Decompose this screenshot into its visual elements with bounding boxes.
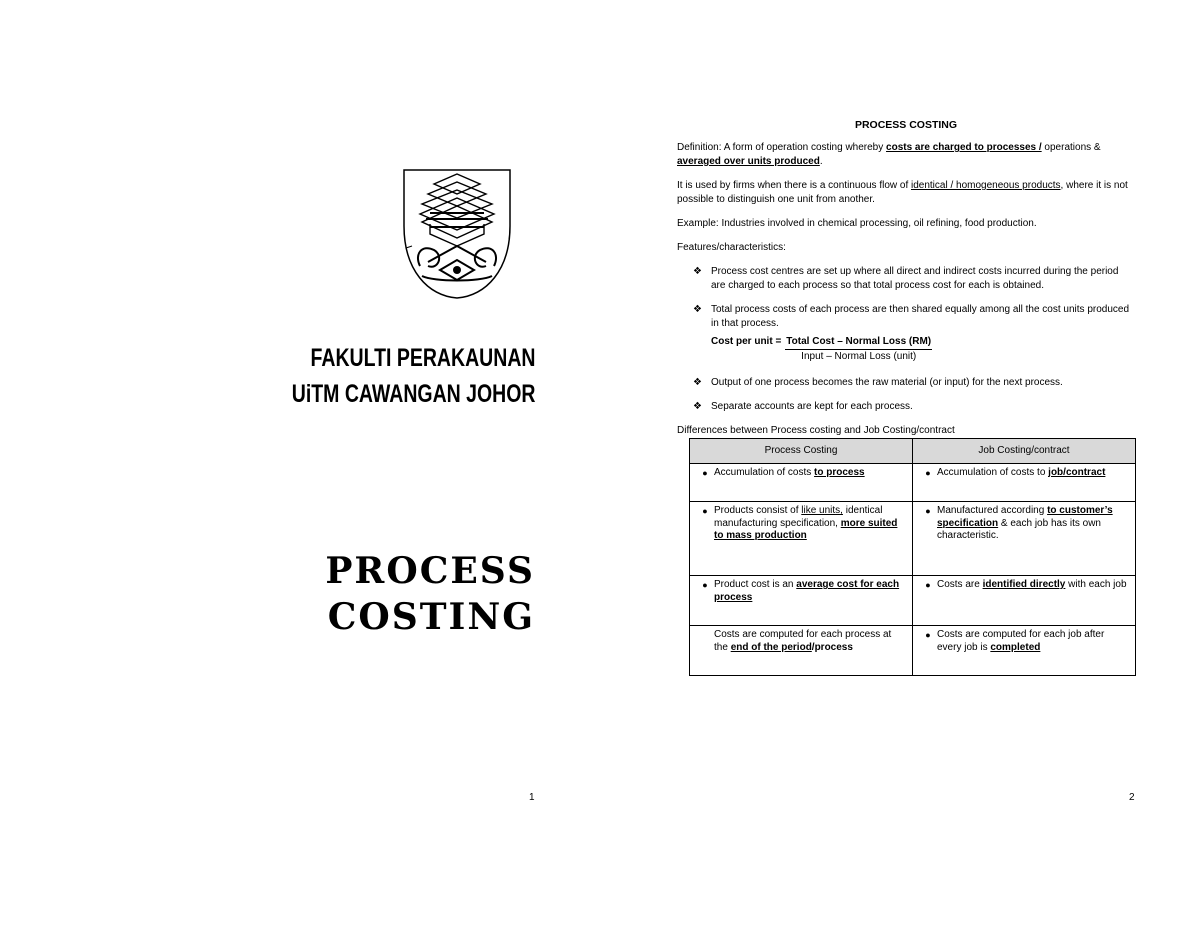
cell-emphasis: average cost for each process <box>714 579 900 603</box>
feature-text: Total process costs of each process are then shared equally among all the cost units produced in that process. <box>711 304 1130 329</box>
faculty-line-1: FAKULTI PERAKAUNAN <box>310 344 535 372</box>
definition-paragraph <box>677 141 1135 169</box>
cell-emphasis: end of the period <box>730 641 812 653</box>
diamond-bullet-icon: ❖ <box>693 401 702 412</box>
feature-text: Output of one process becomes the raw material (or input) for the next process. <box>711 377 1063 388</box>
list-item <box>677 303 1135 331</box>
features-heading: Features/characteristics: <box>677 242 786 253</box>
cell-text: Manufactured according <box>937 505 1048 516</box>
cost-per-unit-formula <box>711 335 1135 364</box>
cell-text: Accumulation of costs to <box>937 467 1049 478</box>
table-row <box>690 502 1136 576</box>
table-cell <box>913 502 1136 576</box>
definition-text-3: . <box>819 156 823 167</box>
cell-emphasis: completed <box>990 641 1041 653</box>
cell-text-rest: with each job <box>1065 579 1127 590</box>
cell-emphasis: job/contract <box>1048 467 1106 478</box>
formula-denominator: Input – Normal Loss (unit) <box>801 351 917 362</box>
cell-text: Accumulation of costs <box>714 467 815 478</box>
bullet-icon: ● <box>702 506 708 516</box>
diamond-bullet-icon: ❖ <box>693 266 702 277</box>
example-text: : Industries involved in chemical processing, oil refining, food production. <box>715 218 1037 229</box>
feature-text: Process cost centres are set up where all direct and indirect costs incurred during the period are charged to each process so that total process cost for each is obtained. <box>711 266 1119 291</box>
cell-emphasis: to customer’s specification <box>937 505 1113 529</box>
cell-text: Costs are computed for each process at the <box>714 629 892 653</box>
differences-title: Differences between Process costing and Job Costing/contract <box>677 425 955 436</box>
usage-text-1: It is used by firms when there is a continuous flow of <box>677 180 911 191</box>
table-header-job: Job Costing/contract <box>913 439 1136 464</box>
example-paragraph <box>677 217 1135 231</box>
title-line-2: COSTING <box>327 596 535 638</box>
table-row <box>690 626 1136 676</box>
definition-text-1: : A form of operation costing whereby <box>718 142 887 153</box>
section-title: PROCESS COSTING <box>854 119 958 131</box>
comparison-table <box>689 438 1136 676</box>
table-row <box>690 576 1136 626</box>
no-bullet-spacer <box>696 629 714 654</box>
bullet-icon: ● <box>925 468 931 478</box>
features-list-continued <box>677 376 1135 414</box>
faculty-line-2: UiTM CAWANGAN JOHOR <box>291 380 535 408</box>
formula-label: Cost per unit = <box>711 336 782 347</box>
bullet-icon: ● <box>702 580 708 590</box>
table-cell <box>690 626 913 676</box>
usage-text-2: , where it is not possible to distinguish one unit from another. <box>677 180 1128 205</box>
diamond-bullet-icon: ❖ <box>693 304 702 315</box>
cell-text-mid: identical manufacturing specification, <box>714 505 883 529</box>
cell-text: Costs are <box>937 579 983 590</box>
right-page <box>600 0 1200 927</box>
title-line-1: PROCESS <box>325 550 535 592</box>
diamond-bullet-icon: ❖ <box>693 377 702 388</box>
table-cell <box>690 464 913 502</box>
list-item <box>677 265 1135 293</box>
list-item <box>677 400 1135 414</box>
definition-label: Definition <box>677 142 719 153</box>
feature-text: Separate accounts are kept for each process. <box>711 401 913 412</box>
page-number-left: 1 <box>529 792 535 803</box>
faculty-name <box>291 340 535 412</box>
cell-emphasis-2: more suited to mass production <box>714 517 898 541</box>
bullet-icon: ● <box>925 580 931 590</box>
usage-underlined: identical / homogeneous products <box>911 180 1061 191</box>
list-item <box>677 376 1135 390</box>
table-cell <box>690 576 913 626</box>
cell-emphasis: to process <box>814 467 865 478</box>
table-cell <box>913 576 1136 626</box>
cell-emphasis: identified directly <box>982 579 1066 590</box>
cell-text: Products consist of <box>714 505 802 516</box>
table-cell <box>913 626 1136 676</box>
definition-text-2: operations & <box>1041 142 1101 153</box>
cell-text-rest: /process <box>811 641 853 653</box>
table-cell <box>913 464 1136 502</box>
right-page-content <box>677 118 1135 676</box>
bullet-icon: ● <box>925 630 931 640</box>
usage-paragraph <box>677 179 1135 207</box>
bullet-icon: ● <box>702 468 708 478</box>
table-header-row <box>690 439 1136 464</box>
cell-text: Costs are computed for each job after every job is <box>937 629 1105 653</box>
cell-text: Product cost is an <box>714 579 797 590</box>
formula-numerator: Total Cost – Normal Loss (RM) <box>785 335 932 350</box>
cell-text-rest: & each job has its own characteristic. <box>937 517 1101 541</box>
document-title <box>325 548 535 640</box>
bullet-icon: ● <box>925 506 931 516</box>
table-header-process: Process Costing <box>690 439 913 464</box>
uitm-crest-logo <box>400 166 514 302</box>
example-label: Example <box>677 218 716 229</box>
page-number-right: 2 <box>1129 792 1135 803</box>
definition-bold-1: costs are charged to processes / <box>886 142 1042 153</box>
features-list <box>677 265 1135 331</box>
table-row <box>690 464 1136 502</box>
formula-fraction <box>785 335 932 364</box>
cell-emphasis: like units, <box>801 505 843 516</box>
definition-bold-2: averaged over units produced <box>677 156 820 167</box>
table-cell <box>690 502 913 576</box>
